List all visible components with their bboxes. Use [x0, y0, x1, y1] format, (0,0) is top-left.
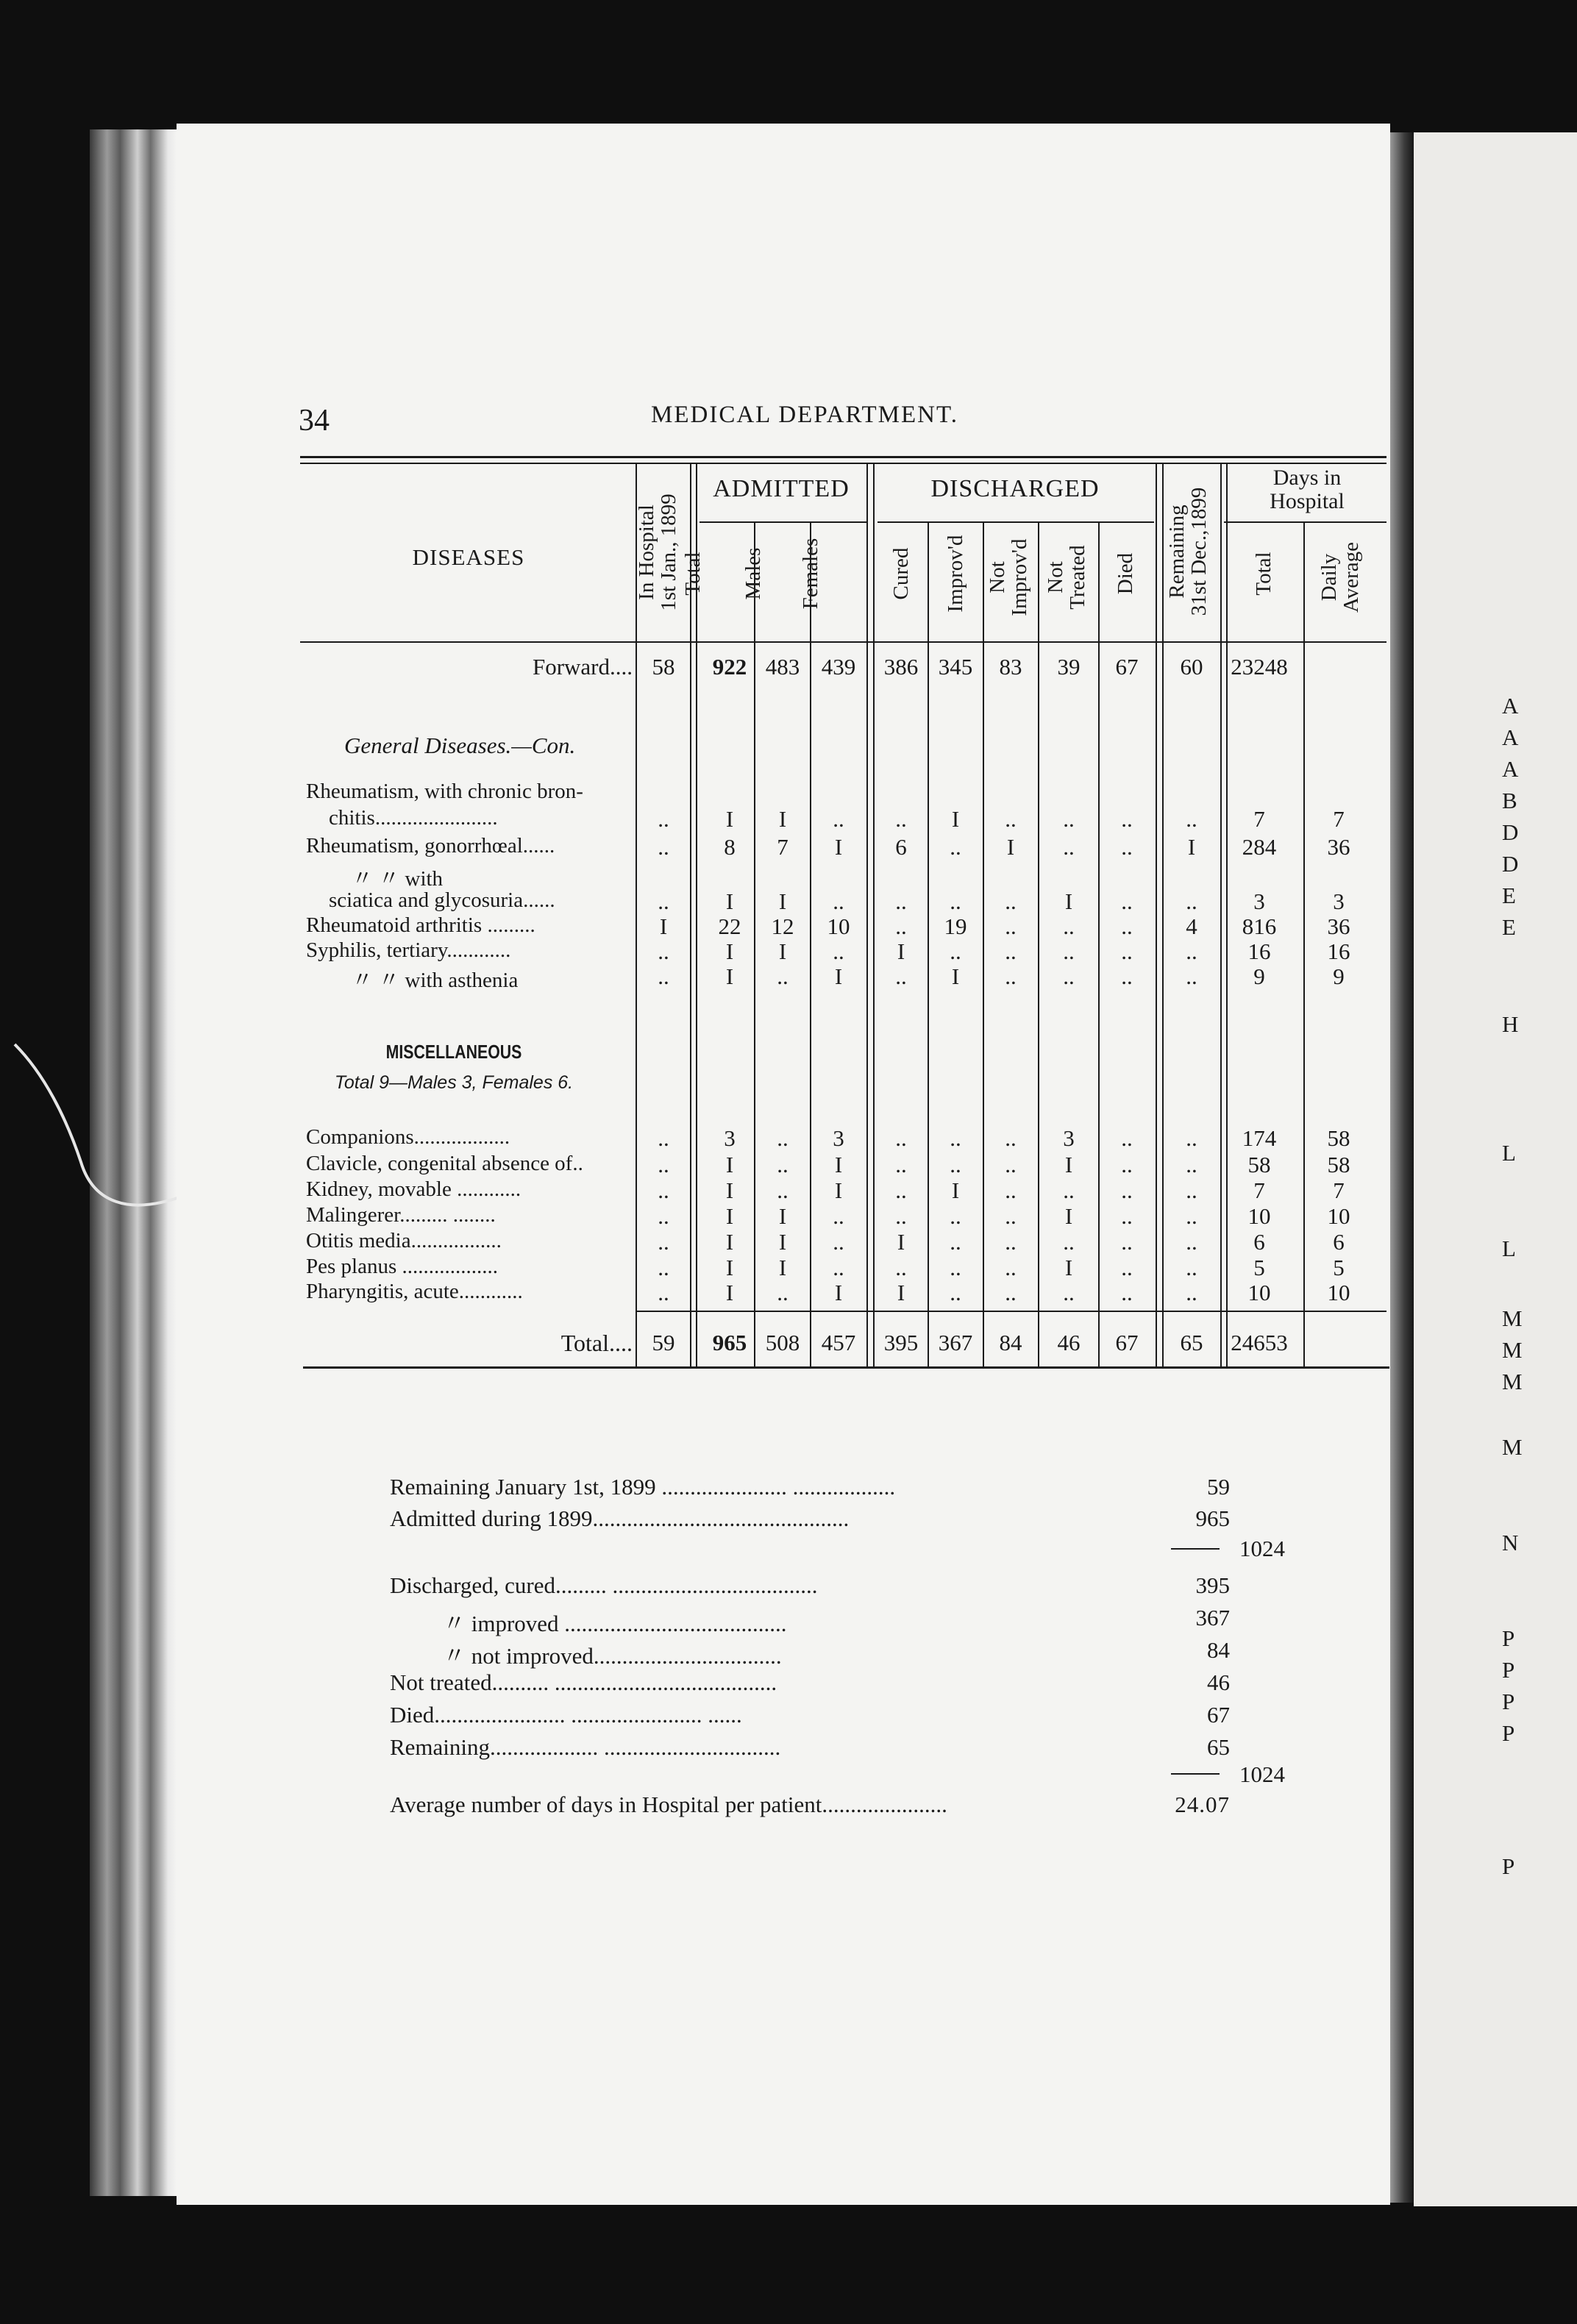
table-cell: I — [951, 963, 960, 989]
header-days-daily-average — [1318, 533, 1365, 621]
facing-page — [1414, 132, 1577, 2206]
disease-label: 〃 〃 with — [352, 867, 444, 891]
summary-label: Admitted during 1899............................................. — [390, 1505, 850, 1531]
table-cell: 19 — [944, 913, 967, 939]
table-cell: .. — [1186, 888, 1197, 914]
table-cell: .. — [895, 888, 907, 914]
total-rule — [636, 1311, 1386, 1312]
table-cell: .. — [777, 1125, 788, 1151]
table-cell: I — [834, 963, 843, 989]
summary-value: 65 — [1207, 1734, 1230, 1760]
table-cell: .. — [895, 1177, 907, 1203]
table-cell: 483 — [765, 654, 800, 680]
table-cell: .. — [658, 1255, 669, 1280]
table-cell: .. — [1186, 1280, 1197, 1305]
table-cell: 5 — [1333, 1255, 1345, 1280]
table-cell: .. — [950, 834, 961, 860]
header-discharged: DISCHARGED — [930, 475, 1100, 502]
table-cell: .. — [833, 938, 844, 964]
disease-label: Syphilis, tertiary............ — [306, 938, 511, 962]
book-gutter — [1390, 132, 1414, 2203]
disease-label: Rheumatism, gonorrhœal...... — [306, 834, 555, 858]
table-cell: .. — [950, 1125, 961, 1151]
table-cell: .. — [1063, 1280, 1075, 1305]
table-cell: .. — [1063, 1177, 1075, 1203]
table-cell: I — [897, 1280, 905, 1305]
summary-label: Remaining................... ............................... — [390, 1734, 781, 1760]
table-cell: .. — [895, 1125, 907, 1151]
table-cell: .. — [1186, 963, 1197, 989]
table-cell: .. — [895, 1255, 907, 1280]
table-cell: 24653 — [1231, 1330, 1288, 1355]
table-cell: I — [1064, 1203, 1073, 1229]
table-cell: 58 — [1247, 1152, 1271, 1177]
table-cell: 36 — [1327, 834, 1350, 860]
table-cell: 965 — [712, 1330, 747, 1355]
facing-page-letter: P — [1502, 1625, 1515, 1651]
table-cell: I — [725, 888, 734, 914]
table-cell: 39 — [1057, 654, 1081, 680]
table-cell: 36 — [1327, 913, 1350, 939]
facing-page-letter: N — [1502, 1530, 1519, 1555]
table-cell: .. — [658, 1203, 669, 1229]
table-cell: 3 — [724, 1125, 736, 1151]
header-admitted-females: Females — [799, 538, 822, 610]
table-cell: .. — [658, 938, 669, 964]
facing-page-letter: D — [1502, 851, 1519, 877]
table-cell: .. — [1121, 888, 1133, 914]
disease-label: sciatica and glycosuria...... — [329, 888, 555, 912]
average-label: Average number of days in Hospital per patient...................... — [390, 1792, 947, 1817]
table-cell: I — [778, 806, 787, 832]
table-cell: .. — [1121, 1203, 1133, 1229]
facing-page-letter: A — [1502, 724, 1519, 750]
table-cell: 58 — [1327, 1125, 1350, 1151]
facing-page-letter: P — [1502, 1657, 1515, 1683]
table-cell: .. — [950, 888, 961, 914]
header-remaining-line2: 31st Dec.,1899 — [1187, 487, 1211, 616]
table-cell: .. — [1063, 963, 1075, 989]
table-cell: .. — [658, 1177, 669, 1203]
table-cell: .. — [1121, 1152, 1133, 1177]
col-rule — [1303, 523, 1305, 1366]
table-cell: 9 — [1333, 963, 1345, 989]
table-cell: 16 — [1247, 938, 1271, 964]
table-cell: I — [659, 913, 668, 939]
table-cell: 367 — [938, 1330, 973, 1355]
thread-artifact — [0, 1015, 206, 1250]
table-cell: 23248 — [1231, 654, 1288, 680]
summary-label: Discharged, cured......... .................................... — [390, 1572, 818, 1598]
table-cell: 58 — [1327, 1152, 1350, 1177]
header-days-total: Total — [1252, 552, 1275, 596]
table-cell: I — [725, 1255, 734, 1280]
table-cell: 16 — [1327, 938, 1350, 964]
table-cell: 3 — [1063, 1125, 1075, 1151]
table-cell: I — [725, 1177, 734, 1203]
table-cell: I — [725, 806, 734, 832]
table-cell: .. — [895, 963, 907, 989]
table-cell: .. — [833, 1203, 844, 1229]
table-cell: I — [834, 834, 843, 860]
header-remaining-line1: Remaining — [1165, 505, 1189, 599]
table-cell: .. — [658, 806, 669, 832]
table-cell: .. — [1186, 938, 1197, 964]
table-cell: .. — [833, 1229, 844, 1255]
table-top-rule — [300, 456, 1386, 458]
table-bottom-rule — [303, 1366, 1389, 1369]
table-cell: 816 — [1242, 913, 1277, 939]
table-cell: .. — [777, 963, 788, 989]
table-cell: I — [725, 1280, 734, 1305]
table-cell: 58 — [652, 654, 675, 680]
table-cell: .. — [1186, 1203, 1197, 1229]
table-cell: 395 — [883, 1330, 919, 1355]
table-cell: .. — [1121, 1280, 1133, 1305]
table-cell: .. — [1121, 913, 1133, 939]
facing-page-letter: P — [1502, 1689, 1515, 1714]
table-cell: .. — [1121, 1255, 1133, 1280]
header-discharged-died: Died — [1114, 552, 1137, 595]
table-cell: I — [1006, 834, 1015, 860]
header-not-improved-line1: Not — [986, 561, 1009, 594]
table-cell: I — [834, 1152, 843, 1177]
table-cell: I — [778, 888, 787, 914]
table-cell: 7 — [777, 834, 788, 860]
table-cell: .. — [1005, 1229, 1017, 1255]
facing-page-letter: M — [1502, 1305, 1523, 1331]
table-cell: .. — [1005, 806, 1017, 832]
table-cell: .. — [1005, 888, 1017, 914]
table-cell: I — [1187, 834, 1196, 860]
table-cell: .. — [895, 913, 907, 939]
table-cell: .. — [895, 806, 907, 832]
table-cell: .. — [1121, 963, 1133, 989]
summary-subtotal-2: 1024 — [1239, 1761, 1285, 1787]
table-cell: .. — [833, 888, 844, 914]
facing-page-letter: L — [1502, 1140, 1516, 1166]
col-rule — [1226, 464, 1228, 1366]
facing-page-letter: E — [1502, 883, 1516, 908]
table-cell: .. — [895, 1152, 907, 1177]
table-cell: 10 — [827, 913, 850, 939]
table-cell: 83 — [999, 654, 1022, 680]
header-in-hospital-line1: In Hospital — [635, 505, 658, 600]
header-not-treated-line2: Treated — [1066, 545, 1090, 610]
summary-subtotal-1: 1024 — [1239, 1536, 1285, 1561]
header-admitted-males: Males — [741, 547, 765, 600]
table-cell: I — [778, 938, 787, 964]
table-cell: I — [725, 1203, 734, 1229]
table-cell: 4 — [1186, 913, 1197, 939]
table-cell: I — [951, 806, 960, 832]
disease-label: Malingerer......... ........ — [306, 1203, 496, 1227]
table-cell: .. — [777, 1152, 788, 1177]
summary-rule-1 — [1171, 1548, 1220, 1550]
table-cell: .. — [1005, 1152, 1017, 1177]
table-cell: I — [834, 1177, 843, 1203]
table-cell: 59 — [652, 1330, 675, 1355]
disease-label: Otitis media................. — [306, 1229, 502, 1252]
col-rule — [866, 464, 868, 1366]
header-days-in-hospital: Days in Hospital — [1270, 466, 1345, 513]
table-cell: 174 — [1242, 1125, 1277, 1151]
table-cell: .. — [833, 806, 844, 832]
table-cell: 7 — [1253, 1177, 1265, 1203]
col-rule — [1162, 464, 1164, 1366]
summary-label: Remaining January 1st, 1899 ...................... .................. — [390, 1474, 896, 1500]
summary-value: 59 — [1207, 1474, 1230, 1500]
facing-page-letter: E — [1502, 914, 1516, 940]
table-cell: 7 — [1253, 806, 1265, 832]
table-cell: .. — [1005, 1203, 1017, 1229]
disease-label: 〃 〃 with asthenia — [352, 969, 519, 992]
table-cell: .. — [950, 1203, 961, 1229]
table-cell: 7 — [1333, 806, 1345, 832]
table-cell: .. — [950, 1152, 961, 1177]
page-number: 34 — [299, 404, 330, 438]
table-cell: .. — [658, 1152, 669, 1177]
table-cell: 46 — [1057, 1330, 1081, 1355]
header-admitted: ADMITTED — [713, 475, 850, 502]
table-cell: .. — [1063, 913, 1075, 939]
disease-label: Kidney, movable ............ — [306, 1177, 521, 1201]
table-cell: I — [1064, 1152, 1073, 1177]
facing-page-letter: P — [1502, 1853, 1515, 1879]
col-rule — [1156, 464, 1157, 1366]
header-discharged-cured: Cured — [889, 547, 913, 600]
table-cell: .. — [1186, 1255, 1197, 1280]
table-cell: 60 — [1180, 654, 1203, 680]
summary-value: 965 — [1195, 1505, 1230, 1531]
table-cell: .. — [658, 963, 669, 989]
header-not-treated-line1: Not — [1044, 561, 1067, 594]
disease-label: chitis....................... — [329, 806, 498, 830]
table-cell: 5 — [1253, 1255, 1265, 1280]
col-rule — [1098, 523, 1100, 1366]
table-cell: .. — [1005, 1125, 1017, 1151]
days-group-rule — [1224, 521, 1386, 523]
col-rule — [1220, 464, 1222, 1366]
header-discharged-improved: Improv'd — [944, 535, 967, 613]
table-cell: 6 — [895, 834, 907, 860]
header-in-hospital-line2: 1st Jan., 1899 — [657, 493, 681, 611]
disease-label: Rheumatism, with chronic bron- — [306, 780, 583, 803]
table-cell: I — [778, 1229, 787, 1255]
table-cell: .. — [1005, 1280, 1017, 1305]
table-head-rule — [300, 641, 1386, 643]
table-cell: 10 — [1327, 1280, 1350, 1305]
header-discharged-not-improved — [986, 530, 1033, 625]
table-cell: I — [897, 1229, 905, 1255]
table-cell: 12 — [771, 913, 794, 939]
summary-label: Not treated.......... ....................................... — [390, 1669, 777, 1695]
table-cell: .. — [1121, 806, 1133, 832]
table-cell: .. — [658, 1229, 669, 1255]
table-cell: .. — [950, 1255, 961, 1280]
table-cell: .. — [1121, 834, 1133, 860]
header-daily-average-line2: Average — [1339, 541, 1364, 613]
table-cell: 3 — [833, 1125, 844, 1151]
table-cell: I — [725, 1229, 734, 1255]
table-cell: 9 — [1253, 963, 1265, 989]
summary-label: 〃 improved ....................................... — [443, 1611, 787, 1636]
table-cell: 67 — [1115, 654, 1139, 680]
summary-label: 〃 not improved................................. — [443, 1643, 782, 1669]
table-cell: .. — [658, 888, 669, 914]
table-cell: I — [897, 938, 905, 964]
table-cell: 10 — [1247, 1280, 1271, 1305]
table-cell: I — [725, 938, 734, 964]
table-cell: I — [725, 1152, 734, 1177]
table-cell: .. — [1121, 1229, 1133, 1255]
table-cell: 457 — [821, 1330, 856, 1355]
discharged-group-rule — [878, 521, 1154, 523]
facing-page-letter: B — [1502, 788, 1517, 813]
table-cell: .. — [950, 938, 961, 964]
col-rule — [1038, 523, 1039, 1366]
table-cell: 508 — [765, 1330, 800, 1355]
miscellaneous-heading: MISCELLANEOUS — [385, 1041, 522, 1063]
table-cell: 84 — [999, 1330, 1022, 1355]
table-cell: .. — [658, 1125, 669, 1151]
table-cell: .. — [1063, 834, 1075, 860]
admitted-group-rule — [699, 521, 866, 523]
facing-page-letter: H — [1502, 1011, 1519, 1037]
table-cell: .. — [1063, 938, 1075, 964]
table-cell: .. — [1186, 806, 1197, 832]
facing-page-letter: M — [1502, 1369, 1523, 1394]
table-cell: .. — [1121, 938, 1133, 964]
table-cell: .. — [1063, 1229, 1075, 1255]
table-cell: I — [778, 1203, 787, 1229]
header-daily-average-line1: Daily — [1317, 553, 1341, 602]
facing-page-letter: M — [1502, 1434, 1523, 1460]
table-cell: .. — [1005, 938, 1017, 964]
disease-label: Companions.................. — [306, 1125, 510, 1149]
disease-label: Pes planus .................. — [306, 1255, 498, 1278]
summary-value: 67 — [1207, 1702, 1230, 1728]
facing-page-letter: A — [1502, 693, 1519, 719]
table-cell: 922 — [712, 654, 747, 680]
col-rule — [810, 523, 811, 1366]
table-cell: I — [834, 1280, 843, 1305]
table-cell: .. — [1186, 1152, 1197, 1177]
table-cell: .. — [1005, 1177, 1017, 1203]
summary-value: 84 — [1207, 1637, 1230, 1663]
table-cell: I — [1064, 888, 1073, 914]
summary-label: Died....................... ....................... ...... — [390, 1702, 742, 1728]
forward-label: Forward.... — [532, 654, 633, 680]
miscellaneous-subheading: Total 9—Males 3, Females 6. — [334, 1072, 574, 1093]
disease-label: Pharyngitis, acute............ — [306, 1280, 523, 1303]
table-cell: .. — [1005, 963, 1017, 989]
table-cell: I — [725, 963, 734, 989]
summary-value: 367 — [1195, 1605, 1230, 1630]
table-cell: 3 — [1253, 888, 1265, 914]
table-cell: 10 — [1327, 1203, 1350, 1229]
table-cell: .. — [1121, 1125, 1133, 1151]
table-cell: 284 — [1242, 834, 1277, 860]
general-diseases-heading: General Diseases.—Con. — [344, 733, 576, 758]
table-cell: 3 — [1333, 888, 1345, 914]
header-discharged-not-treated — [1044, 530, 1092, 625]
table-cell: I — [778, 1255, 787, 1280]
total-label: Total.... — [560, 1330, 633, 1356]
table-cell: .. — [658, 834, 669, 860]
facing-page-letter: L — [1502, 1236, 1516, 1261]
disease-label: Clavicle, congenital absence of.. — [306, 1152, 583, 1175]
table-cell: .. — [777, 1280, 788, 1305]
header-in-hospital — [636, 464, 683, 641]
header-not-improved-line2: Improv'd — [1008, 538, 1032, 616]
table-cell: .. — [950, 1229, 961, 1255]
disease-label: Rheumatoid arthritis ......... — [306, 913, 535, 937]
facing-page-letter: A — [1502, 756, 1519, 782]
table-cell: 65 — [1180, 1330, 1203, 1355]
table-cell: 7 — [1333, 1177, 1345, 1203]
facing-page-letter: D — [1502, 819, 1519, 845]
col-rule — [983, 523, 984, 1366]
table-cell: 386 — [883, 654, 919, 680]
table-cell: 6 — [1333, 1229, 1345, 1255]
facing-page-letter: P — [1502, 1720, 1515, 1746]
summary-value: 395 — [1195, 1572, 1230, 1598]
facing-page-letter: M — [1502, 1337, 1523, 1363]
table-cell: 439 — [821, 654, 856, 680]
col-rule — [873, 464, 875, 1366]
book-page — [177, 124, 1390, 2205]
table-cell: I — [951, 1177, 960, 1203]
table-cell: .. — [1186, 1177, 1197, 1203]
header-admitted-total: Total — [681, 552, 705, 596]
running-head: MEDICAL DEPARTMENT. — [651, 402, 958, 428]
col-rule — [928, 523, 929, 1366]
table-cell: .. — [950, 1280, 961, 1305]
table-cell: 8 — [724, 834, 736, 860]
col-rule — [754, 523, 755, 1366]
table-cell: I — [1064, 1255, 1073, 1280]
table-cell: .. — [1186, 1125, 1197, 1151]
summary-rule-2 — [1171, 1773, 1220, 1775]
table-cell: 345 — [938, 654, 973, 680]
table-cell: .. — [1121, 1177, 1133, 1203]
table-cell: .. — [895, 1203, 907, 1229]
table-cell: .. — [1005, 1255, 1017, 1280]
table-cell: 6 — [1253, 1229, 1265, 1255]
table-cell: .. — [658, 1280, 669, 1305]
table-top-rule-2 — [300, 463, 1386, 464]
header-remaining — [1166, 463, 1213, 640]
average-value: 24.07 — [1175, 1792, 1230, 1817]
table-cell: .. — [833, 1255, 844, 1280]
table-cell: .. — [777, 1177, 788, 1203]
table-cell: 10 — [1247, 1203, 1271, 1229]
header-diseases: DISEASES — [412, 544, 525, 570]
table-cell: 22 — [718, 913, 741, 939]
table-cell: .. — [1005, 913, 1017, 939]
summary-value: 46 — [1207, 1669, 1230, 1695]
table-cell: .. — [1186, 1229, 1197, 1255]
table-cell: 67 — [1115, 1330, 1139, 1355]
table-cell: .. — [1063, 806, 1075, 832]
